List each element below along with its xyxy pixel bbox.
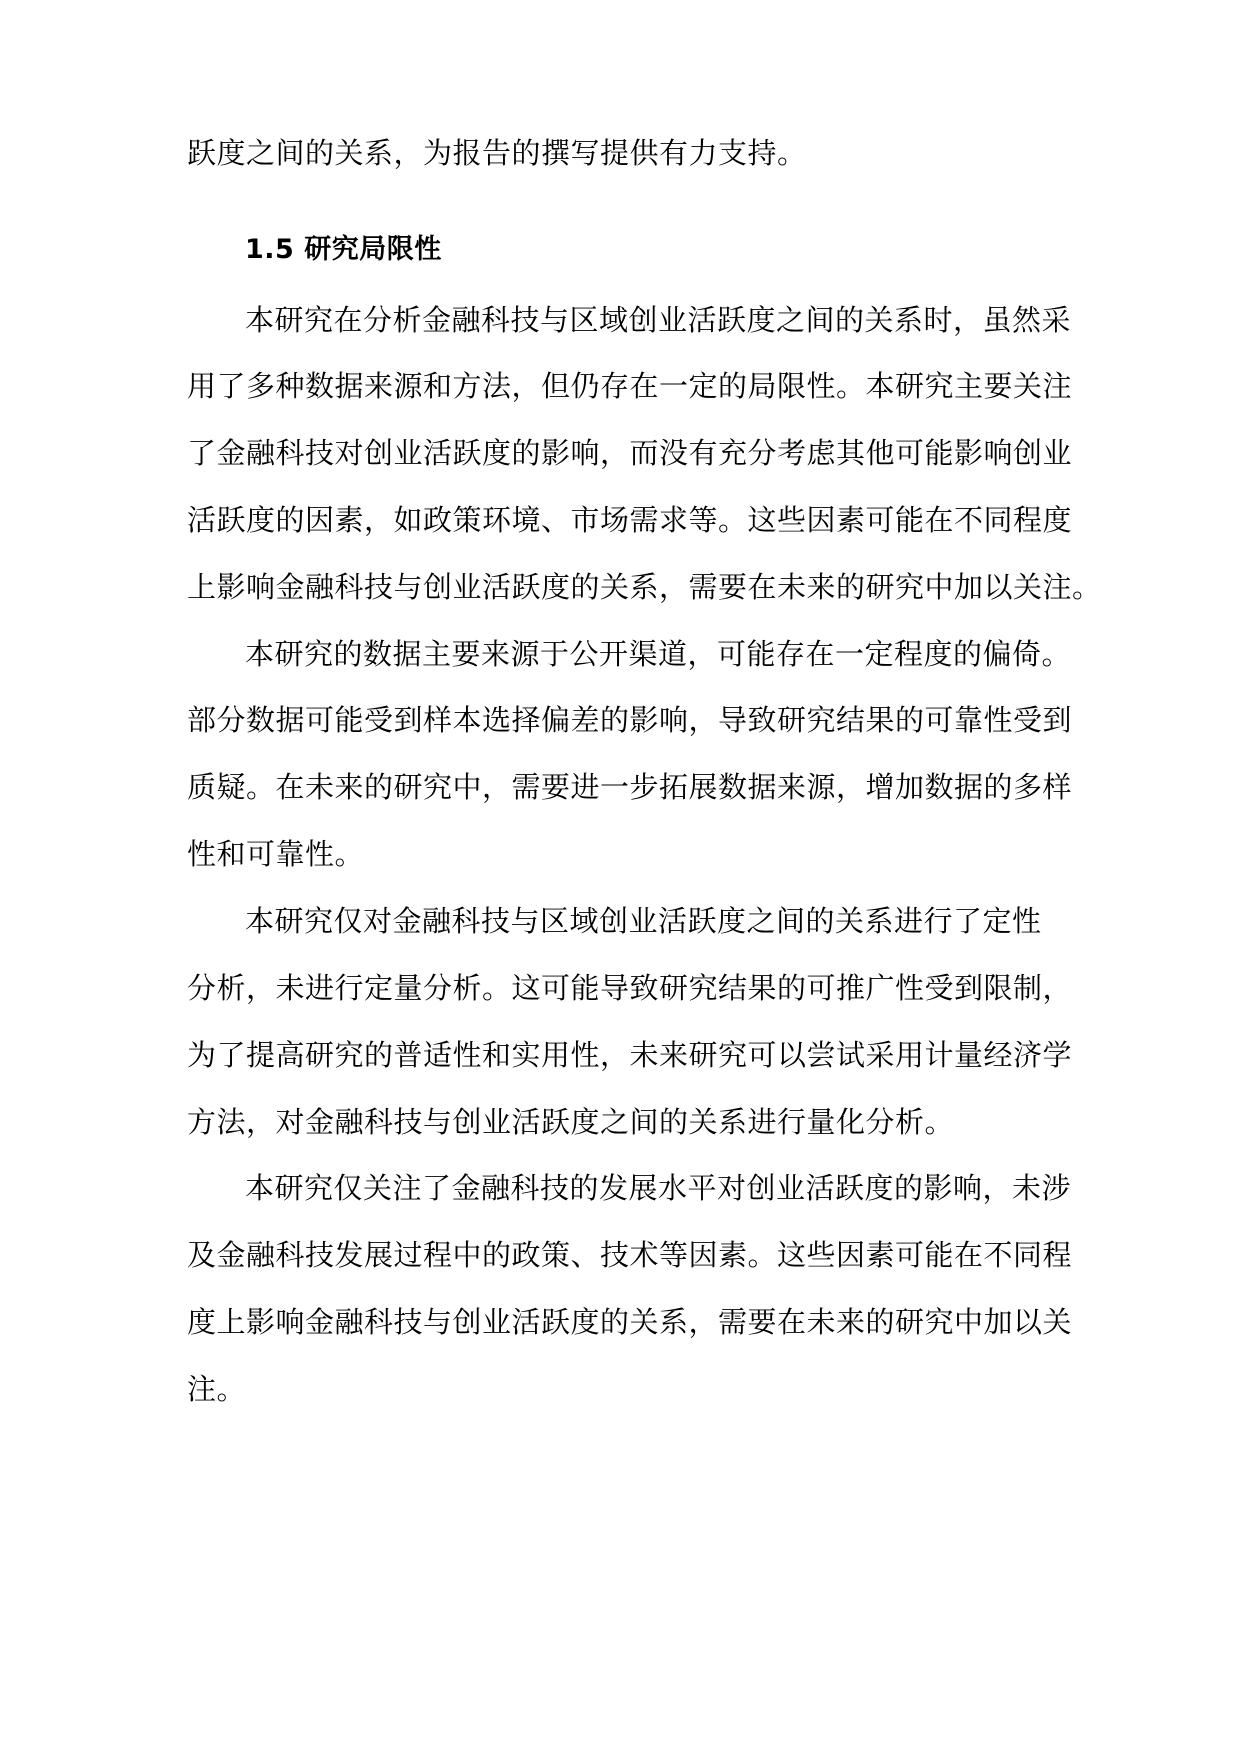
paragraph-4-line-2: 及金融科技发展过程中的政策、技术等因素。这些因素可能在不同程 (187, 1238, 1073, 1272)
paragraph-4-line-3: 度上影响金融科技与创业活跃度的关系，需要在未来的研究中加以关 (187, 1305, 1073, 1339)
paragraph-1-line-2: 用了多种数据来源和方法，但仍存在一定的局限性。本研究主要关注 (187, 369, 1073, 403)
paragraph-1-line-5: 上影响金融科技与创业活跃度的关系，需要在未来的研究中加以关注。 (187, 570, 1102, 604)
paragraph-3-line-2: 分析，未进行定量分析。这可能导致研究结果的可推广性受到限制， (187, 971, 1073, 1005)
paragraph-1-line-3: 了金融科技对创业活跃度的影响，而没有充分考虑其他可能影响创业 (187, 436, 1073, 470)
continuation-line: 跃度之间的关系，为报告的撰写提供有力支持。 (187, 136, 807, 170)
paragraph-2-line-1: 本研究的数据主要来源于公开渠道，可能存在一定程度的偏倚。 (245, 637, 1072, 671)
paragraph-4-line-1: 本研究仅关注了金融科技的发展水平对创业活跃度的影响，未涉 (245, 1171, 1072, 1205)
paragraph-3-line-3: 为了提高研究的普适性和实用性，未来研究可以尝试采用计量经济学 (187, 1038, 1073, 1072)
paragraph-1-line-4: 活跃度的因素，如政策环境、市场需求等。这些因素可能在不同程度 (187, 503, 1073, 537)
paragraph-2-line-3: 质疑。在未来的研究中，需要进一步拓展数据来源，增加数据的多样 (187, 770, 1073, 804)
paragraph-4-line-4: 注。 (187, 1372, 247, 1406)
paragraph-3-line-4: 方法，对金融科技与创业活跃度之间的关系进行量化分析。 (187, 1105, 955, 1139)
paragraph-3-line-1: 本研究仅对金融科技与区域创业活跃度之间的关系进行了定性 (245, 904, 1042, 938)
paragraph-2-line-4: 性和可靠性。 (187, 837, 365, 871)
paragraph-2-line-2: 部分数据可能受到样本选择偏差的影响，导致研究结果的可靠性受到 (187, 703, 1073, 737)
section-heading: 1.5 研究局限性 (245, 234, 442, 265)
paragraph-1-line-1: 本研究在分析金融科技与区域创业活跃度之间的关系时，虽然采 (245, 303, 1072, 337)
